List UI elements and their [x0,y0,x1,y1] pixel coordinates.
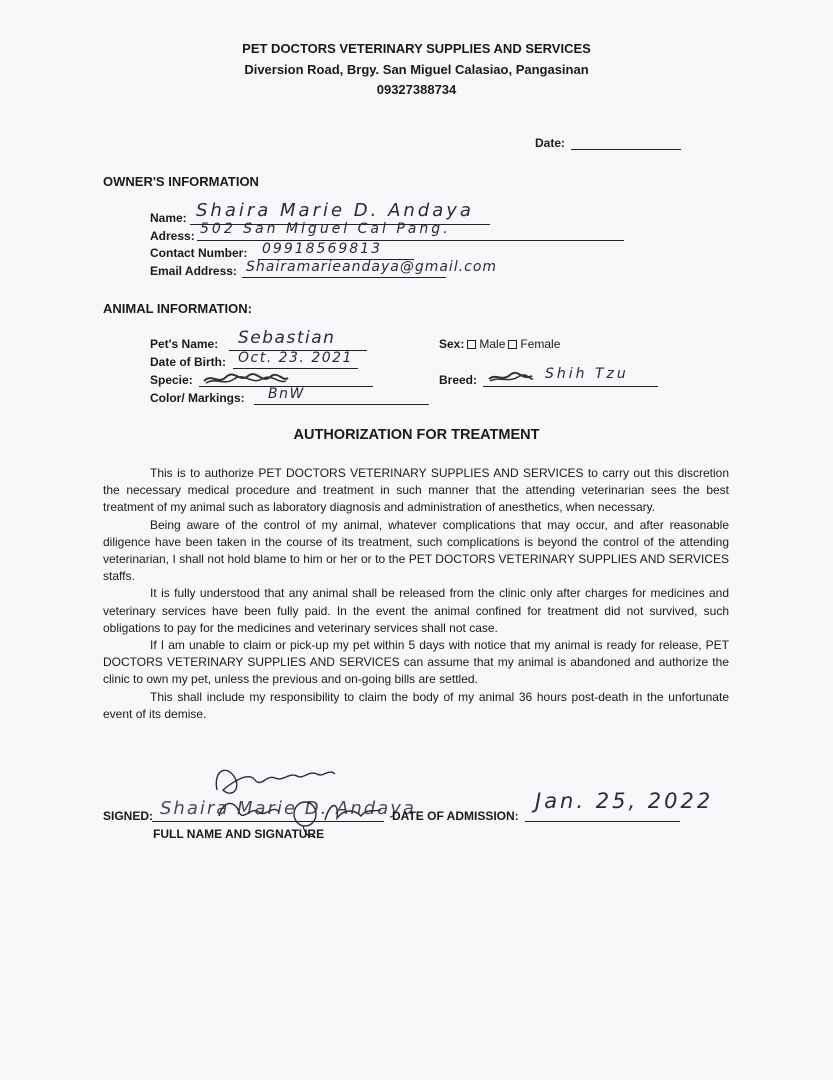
full-name-signature-label: FULL NAME AND SIGNATURE [153,827,325,841]
owner-section-title: OWNER'S INFORMATION [103,174,259,189]
email-address-value: Shairamarieandaya@gmail.com [246,259,498,275]
color-markings-value: BnW [268,386,305,402]
authorization-paragraph: This is to authorize PET DOCTORS VETERINARY SUPPLIES AND SERVICES to carry out this discretion the necessary medical procedure and treatment in such manner that the attending veterinarian sees the best treatment of my animal such as laboratory diagnosis and administration of anesthetics, when necessary. [103,466,729,515]
authorization-body [103,465,729,723]
breed-value: Shih Tzu [545,366,629,382]
breed-label: Breed: [439,373,478,387]
contact-number-value: 09918569813 [262,241,382,257]
color-markings-line [254,404,429,405]
owner-name-label: Name: [150,211,187,225]
animal-section-title: ANIMAL INFORMATION: [103,301,252,316]
date-line [571,149,681,150]
date-label: Date: [535,136,566,150]
dob-label: Date of Birth: [150,355,226,369]
email-address-label: Email Address: [150,264,237,278]
authorization-paragraph: This shall include my responsibility to claim the body of my animal 36 hours post-death in the unfortunate event of its demise. [103,689,729,721]
owner-address-label: Adress: [150,229,195,243]
email-address-line [242,277,446,278]
admission-date-label: DATE OF ADMISSION: [392,809,519,823]
breed-scribble [486,370,536,384]
sex-field [439,337,560,351]
signed-value: Shaira Marie D. Andaya [160,798,416,819]
owner-address-value: 502 San Miguel Cal Pang. [200,221,451,237]
company-address: Diversion Road, Brgy. San Miguel Calasiao, Pangasinan [244,62,589,77]
dob-value: Oct. 23. 2021 [238,350,353,366]
sex-label: Sex: [439,337,465,351]
company-name: PET DOCTORS VETERINARY SUPPLIES AND SERVICES [242,41,591,56]
pet-name-label: Pet's Name: [150,337,219,351]
admission-date-value: Jan. 25, 2022 [535,789,714,813]
breed-line [483,386,658,387]
owner-name-value: Shaira Marie D. Andaya [196,200,474,221]
specie-label: Specie: [150,373,193,387]
color-markings-label: Color/ Markings: [150,391,245,405]
authorization-paragraph: It is fully understood that any animal shall be released from the clinic only after charges for medicines and veterinary services have been fully paid. In the event the animal confined for treatment did not survived, such obligations to pay for the medicines and veterinary services shall not case. [103,586,729,635]
authorization-paragraph: If I am unable to claim or pick-up my pet within 5 days with notice that my animal is ready for release, PET DOCTORS VETERINARY SUPPLIES AND SERVICES can assume that my animal is abandoned and authorize the clinic to own my pet, unless the previous and on-going bills are settled. [103,638,729,687]
female-option-label: Female [520,337,561,351]
specie-scribble [200,371,292,387]
authorization-title: AUTHORIZATION FOR TREATMENT [293,427,540,443]
authorization-paragraph: Being aware of the control of my animal, whatever complications that may occur, and after reasonable diligence have been taken in the course of its treatment, such complications is beyond the control of the attending veterinarian, I shall not hold blame to him or her or to the PET DOCTORS VETERINARY SUPPLIES AND SERVICES staffs. [103,517,729,584]
dob-line [233,368,358,369]
company-phone: 09327388734 [376,82,457,97]
admission-date-line [525,821,680,822]
female-checkbox[interactable] [508,340,517,349]
signed-label: SIGNED: [103,809,154,823]
male-option-label: Male [479,337,506,351]
pet-name-value: Sebastian [238,328,336,348]
male-checkbox[interactable] [467,340,476,349]
contact-number-label: Contact Number: [150,246,248,260]
